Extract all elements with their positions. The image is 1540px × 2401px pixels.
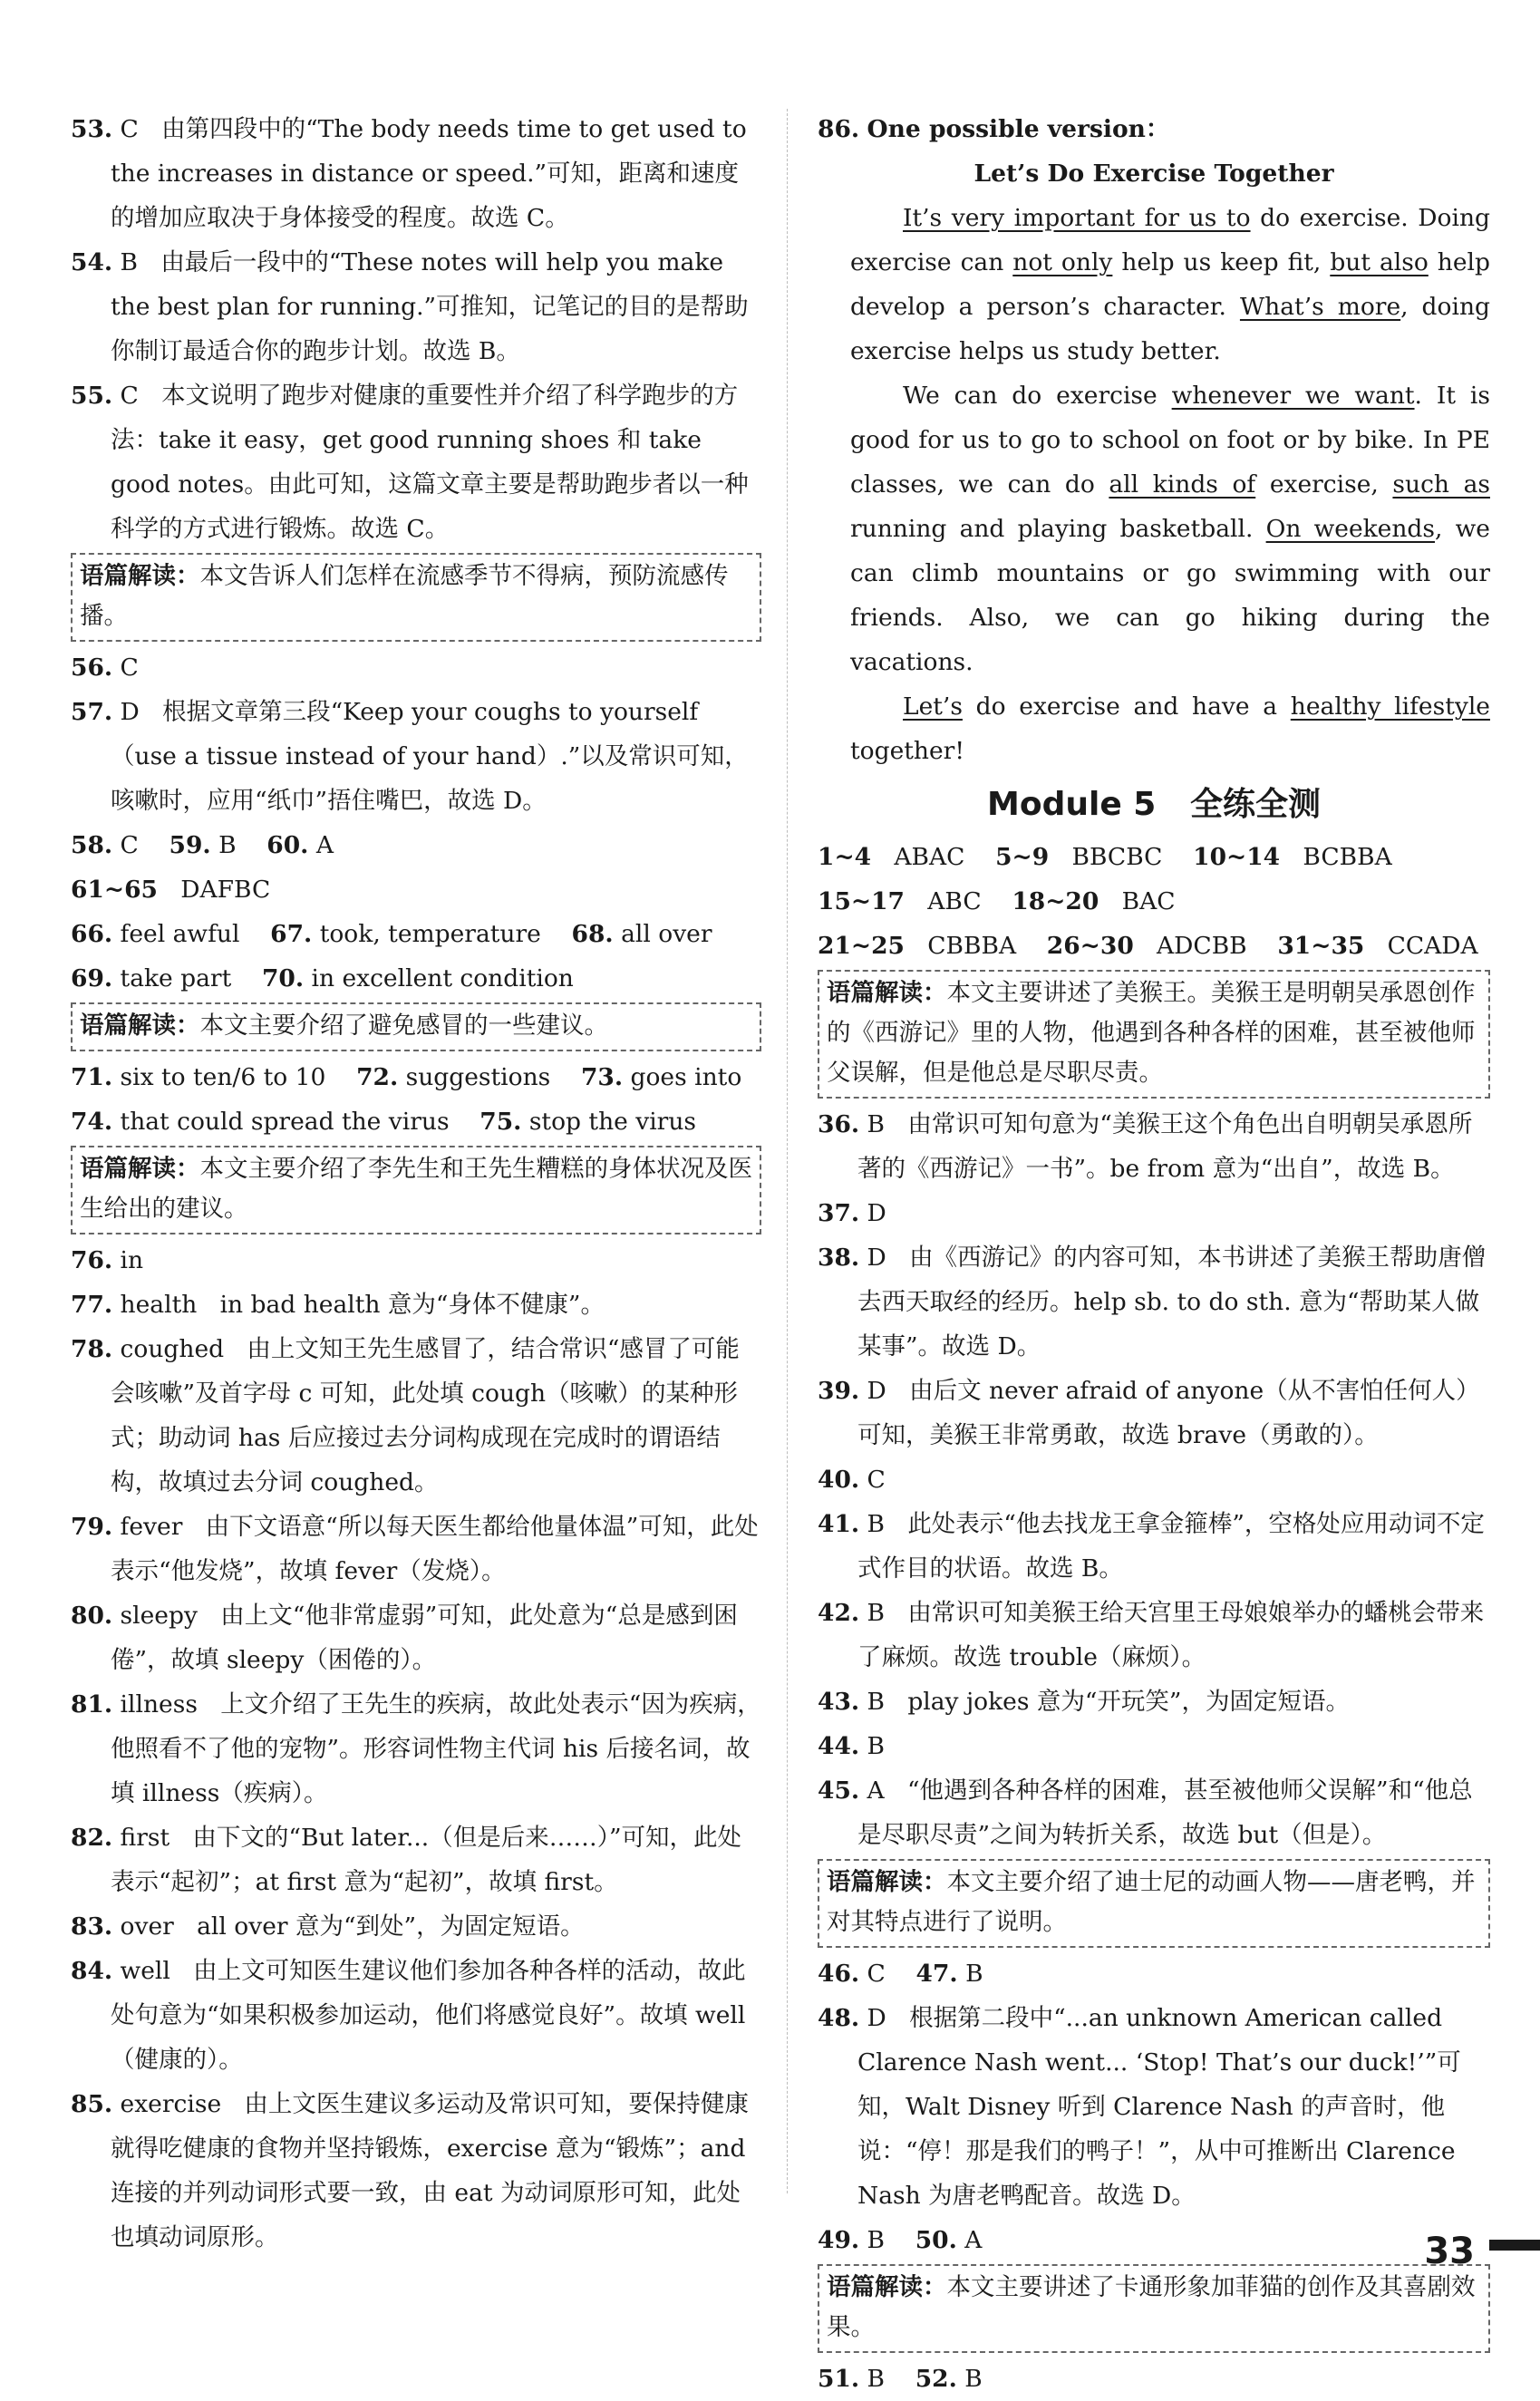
answer-38 [818,1235,1490,1369]
passage-summary-box [818,970,1490,1099]
q-answer: CCADA [1387,932,1478,960]
q-answer: ABC [927,887,982,915]
answer-80 [71,1593,761,1682]
essay-text: do exercise and have a [962,692,1291,721]
q-answer: sleepy [120,1602,198,1630]
answer-77 [71,1283,761,1327]
q-heading: One possible version： [867,115,1170,143]
q-explanation: in bad health 意为“身体不健康”。 [219,1291,605,1319]
answer-row-66-68 [71,912,761,956]
essay-underlined-phrase: healthy lifestyle [1290,692,1490,721]
q-answer: in [120,1246,144,1274]
answer-85 [71,2082,761,2260]
q-explanation: 由第四段中的“The body needs time to get used to the increases in distance or speed.”可知，距离和速度的增加应取决于身体接受的程度。故选 C。 [111,115,747,232]
q-number: 72. [356,1063,399,1091]
q-answer: suggestions [405,1063,551,1091]
q-answer: health [120,1291,198,1319]
q-answer: B [965,1960,983,1988]
summary-text: 本文主要讲述了美猴王。美猴王是明朝吴承恩创作的《西游记》里的人物，他遇到各种各样的困难，甚至被他师父误解，但是他总是尽职尽责。 [827,979,1476,1087]
q-number: 38. [818,1244,860,1272]
q-number: 53. [71,115,113,143]
q-answer: C [120,382,139,410]
essay-underlined-phrase: What’s more [1239,293,1401,321]
answer-82 [71,1815,761,1904]
answer-44 [818,1724,1490,1768]
q-answer: BCBBA [1303,843,1392,871]
q-answer: D [867,1199,886,1227]
q-explanation: 根据文章第三段“Keep your coughs to yourself（use a tissue instead of your hand）.”以及常识可知，咳嗽时，应用“纸巾”捂住嘴巴，故选 D。 [111,698,749,815]
answer-41 [818,1502,1490,1591]
q-answer: C [867,1466,886,1494]
q-answer: BBCBC [1071,843,1163,871]
answer-row-21-35 [818,924,1490,968]
column-divider [787,109,788,2193]
q-number: 36. [818,1110,860,1138]
q-answer: B [867,1732,886,1760]
q-answer: B [964,2365,983,2393]
q-answer: that could spread the virus [120,1108,450,1136]
q-answer: A [867,1777,885,1805]
q-answer: B [867,2365,886,2393]
q-answer: in excellent condition [311,964,574,992]
q-number: 51. [818,2365,860,2393]
essay-underlined-phrase: but also [1330,248,1429,276]
q-number: 55. [71,382,113,410]
passage-summary-box [818,2264,1490,2353]
summary-text: 本文告诉人们怎样在流感季节不得病，预防流感传播。 [80,562,729,630]
q-answer: CBBBA [927,932,1017,960]
answer-81 [71,1682,761,1815]
q-number: 85. [71,2090,113,2118]
q-number: 81. [71,1690,113,1718]
q-answer: well [120,1957,170,1985]
q-explanation: 本文说明了跑步对健康的重要性并介绍了科学跑步的方法：take it easy，get good running shoes 和 take good notes。由此可知，这篇文章主要是帮助跑步者以一种科学的方式进行锻炼。故选 C。 [111,382,749,543]
q-number: 42. [818,1599,860,1627]
q-number: 67. [270,920,313,948]
q-number: 73. [580,1063,624,1091]
q-number: 47. [915,1960,958,1988]
q-number: 86. [818,115,860,143]
q-explanation: 由后文 never afraid of anyone（从不害怕任何人）可知，美猴王非常勇敢，故选 brave（勇敢的）。 [857,1377,1480,1449]
q-answer: D [120,698,140,726]
summary-label: 语篇解读： [80,1155,200,1183]
q-number: 69. [71,964,113,992]
page-number-bar [1489,2240,1540,2251]
q-number: 76. [71,1246,113,1274]
q-answer: B [867,1688,886,1716]
answer-76 [71,1238,761,1283]
passage-summary-box [71,553,761,642]
q-explanation: 由常识可知美猴王给天宫里王母娘娘举办的蟠桃会带来了麻烦。故选 trouble（麻烦）。 [857,1599,1485,1671]
q-number: 1~4 [818,843,872,871]
answer-row-46-47 [818,1951,1490,1996]
q-number: 60. [266,831,309,859]
q-answer: BAC [1121,887,1176,915]
answer-row-61-65 [71,867,761,912]
answer-55 [71,373,761,551]
summary-label: 语篇解读： [80,1012,200,1040]
summary-label: 语篇解读： [80,562,200,590]
q-answer: B [218,831,237,859]
essay-text: . It is good for us to go to school on foot or by bike. In PE classes, we can do [850,382,1490,499]
q-explanation: “他遇到各种各样的困难，甚至被他师父误解”和“他总是尽职尽责”之间为转折关系，故选 but（但是）。 [857,1777,1473,1849]
answer-36 [818,1102,1490,1191]
essay-underlined-phrase: whenever we want [1171,382,1415,410]
answer-row-58-60 [71,823,761,867]
q-explanation: 由常识可知句意为“美猴王这个角色出自明朝吴承恩所著的《西游记》一书”。be from 意为“出自”，故选 B。 [857,1110,1473,1183]
passage-summary-box [818,1859,1490,1948]
answer-48 [818,1996,1490,2218]
q-answer: B [120,248,139,276]
module-heading [818,777,1490,833]
answer-57 [71,690,761,823]
essay-text: , doing exercise helps us study better. [850,293,1490,365]
q-number: 40. [818,1466,860,1494]
q-number: 57. [71,698,113,726]
summary-text: 本文主要介绍了避免感冒的一些建议。 [199,1012,608,1040]
essay-text: together! [850,737,964,765]
q-explanation: 上文介绍了王先生的疾病，故此处表示“因为疾病，他照看不了他的宠物”。形容词性物主代词 his 后接名词，故填 illness（疾病）。 [111,1690,761,1807]
q-explanation: 由《西游记》的内容可知，本书讲述了美猴王帮助唐僧去西天取经的经历。help sb. to do sth. 意为“帮助某人做某事”。故选 D。 [857,1244,1487,1360]
q-number: 56. [71,653,113,682]
module-name: Module 5 [987,786,1157,823]
q-number: 59. [169,831,211,859]
q-explanation: 根据第二段中“...an unknown American called Clarence Nash went... ‘Stop! That’s our duck!’”可知，Walt Disney 听到 Clarence Nash 的声音时，他说：“停！那是我们的鸭子！”，从中可推断出 Clarence Nash 为唐老鸭配音。故选 D。 [857,2004,1461,2210]
q-answer: all over [621,920,712,948]
q-answer: illness [120,1690,198,1718]
q-number: 5~9 [995,843,1050,871]
q-number: 26~30 [1046,932,1134,960]
answer-row-15-20 [818,879,1490,924]
answer-79 [71,1505,761,1593]
q-answer: exercise [120,2090,222,2118]
left-column [71,107,761,2260]
answer-84 [71,1949,761,2082]
summary-text: 本文主要介绍了迪士尼的动画人物——唐老鸭，并对其特点进行了说明。 [827,1868,1476,1936]
essay-text: exercise, [1255,470,1393,499]
summary-text: 本文主要介绍了李先生和王先生糟糕的身体状况及医生给出的建议。 [80,1155,752,1223]
q-number: 44. [818,1732,860,1760]
q-number: 48. [818,2004,860,2032]
q-number: 18~20 [1012,887,1099,915]
q-answer: A [964,2226,983,2254]
q-number: 52. [915,2365,957,2393]
answer-row-69-70 [71,956,761,1001]
essay-text: do exercise. Doing exercise can [850,204,1490,276]
q-explanation: play jokes 意为“开玩笑”，为固定短语。 [907,1688,1350,1716]
q-number: 68. [571,920,614,948]
answer-37 [818,1191,1490,1235]
q-answer: stop the virus [528,1108,697,1136]
q-number: 70. [261,964,305,992]
q-number: 10~14 [1193,843,1281,871]
q-number: 39. [818,1377,860,1405]
q-number: 15~17 [818,887,905,915]
q-explanation: 由上文可知医生建议他们参加各种各样的活动，故此处句意为“如果积极参加运动，他们将感觉良好”。故填 well（健康的）。 [111,1957,746,2074]
q-number: 82. [71,1824,113,1852]
q-number: 74. [71,1108,113,1136]
q-explanation: 此处表示“他去找龙王拿金箍棒”，空格处应用动词不定式作目的状语。故选 B。 [857,1510,1485,1583]
q-number: 54. [71,248,113,276]
passage-summary-box [71,1002,761,1051]
q-number: 84. [71,1957,113,1985]
q-answer: C [120,653,139,682]
q-number: 31~35 [1277,932,1365,960]
summary-text: 本文主要讲述了卡通形象加菲猫的创作及其喜剧效果。 [827,2273,1476,2341]
answer-45 [818,1768,1490,1857]
summary-label: 语篇解读： [827,2273,947,2301]
essay-text: We can do exercise [903,382,1172,410]
answer-56 [71,645,761,690]
q-answer: ABAC [894,843,965,871]
answer-86-heading [818,107,1490,151]
q-number: 80. [71,1602,113,1630]
q-answer: fever [120,1513,183,1541]
answer-83 [71,1904,761,1949]
q-number: 71. [71,1063,113,1091]
q-number: 79. [71,1513,113,1541]
q-answer: C [120,115,139,143]
q-explanation: 由下文语意“所以每天医生都给他量体温”可知，此处表示“他发烧”，故填 fever（发烧）。 [111,1513,759,1585]
q-answer: A [315,831,334,859]
essay-title: Let’s Do Exercise Together [973,160,1334,188]
essay-underlined-phrase: not only [1012,248,1113,276]
q-number: 66. [71,920,113,948]
answer-row-74-75 [71,1099,761,1144]
passage-summary-box [71,1146,761,1234]
q-number: 46. [818,1960,860,1988]
q-answer: feel awful [120,920,240,948]
q-answer: take part [120,964,232,992]
essay-underlined-phrase: Let’s [903,692,963,721]
q-answer: B [867,2226,886,2254]
answer-54 [71,240,761,373]
module-title: 全练全测 [1189,786,1321,823]
right-column [818,107,1490,2401]
summary-label: 语篇解读： [827,1868,947,1896]
answer-53 [71,107,761,240]
q-answer: goes into [630,1063,742,1091]
q-answer: B [867,1110,886,1138]
essay-text: running and playing basketball. [850,515,1266,543]
answer-43 [818,1680,1490,1724]
q-answer: DAFBC [180,876,271,904]
summary-label: 语篇解读： [827,979,947,1007]
essay-text: help us keep fit, [1112,248,1331,276]
q-number: 21~25 [818,932,905,960]
q-answer: coughed [120,1335,225,1363]
q-number: 49. [818,2226,860,2254]
q-answer: first [120,1824,170,1852]
answer-row-1-14 [818,835,1490,879]
q-explanation: 由最后一段中的“These notes will help you make the best plan for running.”可推知，记笔记的目的是帮助你制订最适合你的跑步计划。故选 B。 [111,248,749,365]
answer-row-49-50 [818,2218,1490,2262]
answer-78 [71,1327,761,1505]
q-number: 58. [71,831,113,859]
q-explanation: all over 意为“到处”，为固定短语。 [197,1912,585,1941]
q-answer: D [867,1377,886,1405]
essay-text: help develop a person’s character. [850,248,1490,321]
q-explanation: 由上文医生建议多运动及常识可知，要保持健康就得吃健康的食物并坚持锻炼，exercise 意为“锻炼”；and 连接的并列动词形式要一致，由 eat 为动词原形可知，此处也填动词原形。 [111,2090,749,2251]
q-answer: C [120,831,139,859]
q-number: 43. [818,1688,860,1716]
q-explanation: 由上文“他非常虚弱”可知，此处意为“总是感到困倦”，故填 sleepy（困倦的）。 [111,1602,738,1674]
answer-40 [818,1457,1490,1502]
answer-row-51-52 [818,2357,1490,2401]
q-answer: ADCBB [1157,932,1247,960]
q-answer: B [867,1599,886,1627]
q-number: 41. [818,1510,860,1538]
essay-text: , we can climb mountains or go swimming with our friends. Also, we can go hiking during the vacations. [850,515,1490,676]
q-number: 75. [479,1108,522,1136]
q-answer: B [867,1510,886,1538]
q-number: 83. [71,1912,113,1941]
essay-paragraph-3 [850,684,1490,773]
q-answer: D [867,2004,886,2032]
q-explanation: 由上文知王先生感冒了，结合常识“感冒了可能会咳嗽”及首字母 c 可知，此处填 cough（咳嗽）的某种形式；助动词 has 后应接过去分词构成现在完成时的谓语结构，故填过去分词 coughed。 [111,1335,740,1496]
answer-42 [818,1591,1490,1680]
essay-underlined-phrase: It’s very important for us to [903,204,1251,232]
q-answer: took, temperature [319,920,541,948]
q-answer: D [867,1244,886,1272]
q-number: 61~65 [71,876,158,904]
q-number: 37. [818,1199,860,1227]
essay-underlined-phrase: all kinds of [1109,470,1256,499]
q-answer: over [120,1912,174,1941]
essay-paragraph-1 [850,196,1490,373]
essay-underlined-phrase: On weekends [1265,515,1435,543]
q-number: 45. [818,1777,860,1805]
q-number: 50. [915,2226,957,2254]
essay-paragraph-2 [850,373,1490,684]
page-number: 33 [1424,2231,1475,2272]
essay-underlined-phrase: such as [1392,470,1490,499]
q-explanation: 由下文的“But later...（但是后来……）”可知，此处表示“起初”；at first 意为“起初”，故填 first。 [111,1824,742,1896]
q-number: 77. [71,1291,113,1319]
answer-39 [818,1369,1490,1457]
q-answer: C [867,1960,886,1988]
q-answer: six to ten/6 to 10 [120,1063,326,1091]
q-number: 78. [71,1335,113,1363]
answer-row-71-73 [71,1055,761,1099]
